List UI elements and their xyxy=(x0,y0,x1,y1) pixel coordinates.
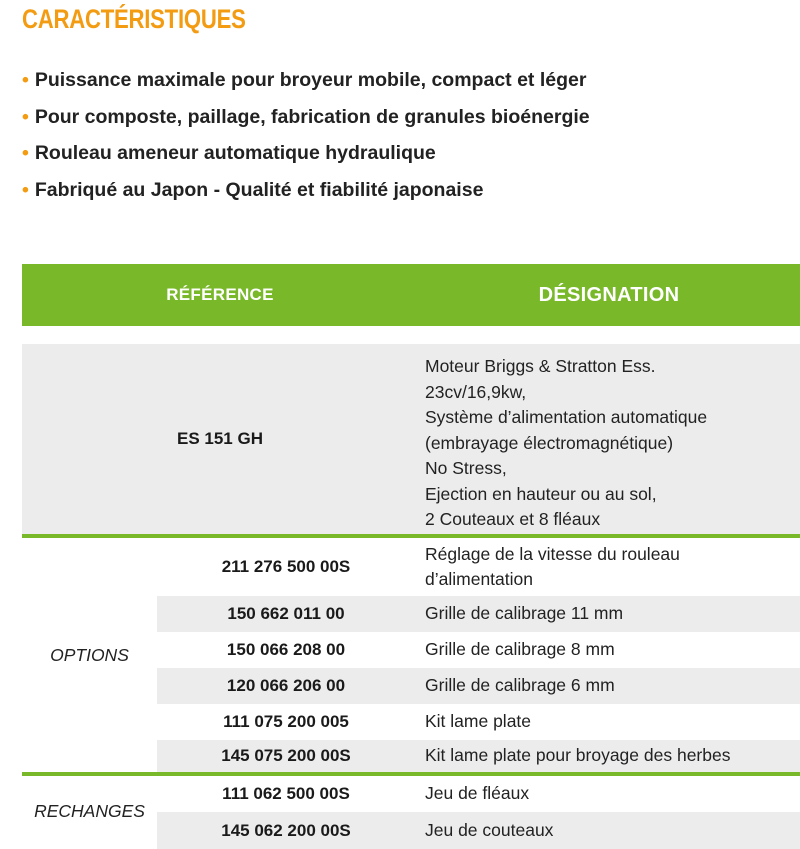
row-designation xyxy=(425,740,730,772)
main-product-row xyxy=(22,344,800,534)
table-row xyxy=(157,538,800,596)
table-row xyxy=(157,596,800,632)
table-header xyxy=(22,264,800,326)
feature-list xyxy=(22,64,590,210)
bullet-icon: • xyxy=(22,105,29,128)
feature-text: Rouleau ameneur automatique hydraulique xyxy=(34,142,436,164)
feature-item xyxy=(22,101,590,138)
row-designation xyxy=(425,632,615,668)
row-designation xyxy=(425,812,553,849)
feature-item xyxy=(22,137,590,174)
designation-line: Réglage de la vitesse du rouleau xyxy=(425,543,680,564)
feature-item xyxy=(22,174,590,211)
column-header-designation: DÉSIGNATION xyxy=(538,284,680,306)
table-row xyxy=(157,668,800,704)
feature-text: Fabriqué au Japon - Qualité et fiabilité japonaise xyxy=(34,178,484,201)
bullet-icon: • xyxy=(22,142,29,164)
spares-group-label: RECHANGES xyxy=(34,801,145,821)
row-designation xyxy=(425,776,529,812)
row-reference: 111 075 200 005 xyxy=(223,712,349,731)
row-reference: 150 662 011 00 xyxy=(227,604,345,623)
designation-line: Grille de calibrage 8 mm xyxy=(425,639,615,660)
row-designation xyxy=(425,668,615,704)
product-reference: ES 151 GH xyxy=(177,429,263,448)
row-reference: 211 276 500 00S xyxy=(221,557,351,576)
row-reference: 145 062 200 00S xyxy=(221,820,351,840)
table-row xyxy=(157,704,800,740)
bullet-icon: • xyxy=(22,178,29,201)
designation-line: 23cv/16,9kw, xyxy=(425,381,527,402)
row-reference: 120 066 206 00 xyxy=(226,676,346,695)
table-row xyxy=(157,776,800,812)
row-reference: 150 066 208 00 xyxy=(226,640,346,659)
designation-line: Système d’alimentation automatique xyxy=(425,407,708,427)
designation-line: 2 Couteaux et 8 fléaux xyxy=(425,509,601,529)
designation-line: Grille de calibrage 6 mm xyxy=(425,675,615,696)
designation-line: Grille de calibrage 11 mm xyxy=(425,603,624,624)
column-header-reference: RÉFÉRENCE xyxy=(166,285,274,304)
table-row xyxy=(157,740,800,772)
designation-line: Kit lame plate xyxy=(425,711,532,732)
feature-item xyxy=(22,64,590,101)
designation-line: (embrayage électromagnétique) xyxy=(425,432,674,453)
product-designation xyxy=(425,354,707,533)
row-reference: 111 062 500 00S xyxy=(222,784,350,803)
designation-line: Kit lame plate pour broyage des herbes xyxy=(425,745,731,766)
feature-text: Pour composte, paillage, fabrication de granules bioénergie xyxy=(34,105,590,128)
row-designation xyxy=(425,704,531,740)
table-row xyxy=(157,812,800,849)
section-heading: CARACTÉRISTIQUES xyxy=(22,4,246,34)
row-designation xyxy=(425,596,623,632)
designation-line: d’alimentation xyxy=(425,569,533,589)
bullet-icon: • xyxy=(22,69,29,91)
designation-line: Moteur Briggs & Stratton Ess. xyxy=(425,356,656,376)
designation-line: No Stress, xyxy=(425,458,507,478)
designation-line: Jeu de couteaux xyxy=(425,819,554,840)
feature-text: Puissance maximale pour broyeur mobile, compact et léger xyxy=(34,69,587,91)
designation-line: Ejection en hauteur ou au sol, xyxy=(425,483,657,504)
row-designation xyxy=(425,538,680,596)
table-row xyxy=(157,632,800,668)
options-group-label: OPTIONS xyxy=(50,645,129,665)
row-reference: 145 075 200 00S xyxy=(221,746,351,765)
designation-line: Jeu de fléaux xyxy=(425,783,530,804)
